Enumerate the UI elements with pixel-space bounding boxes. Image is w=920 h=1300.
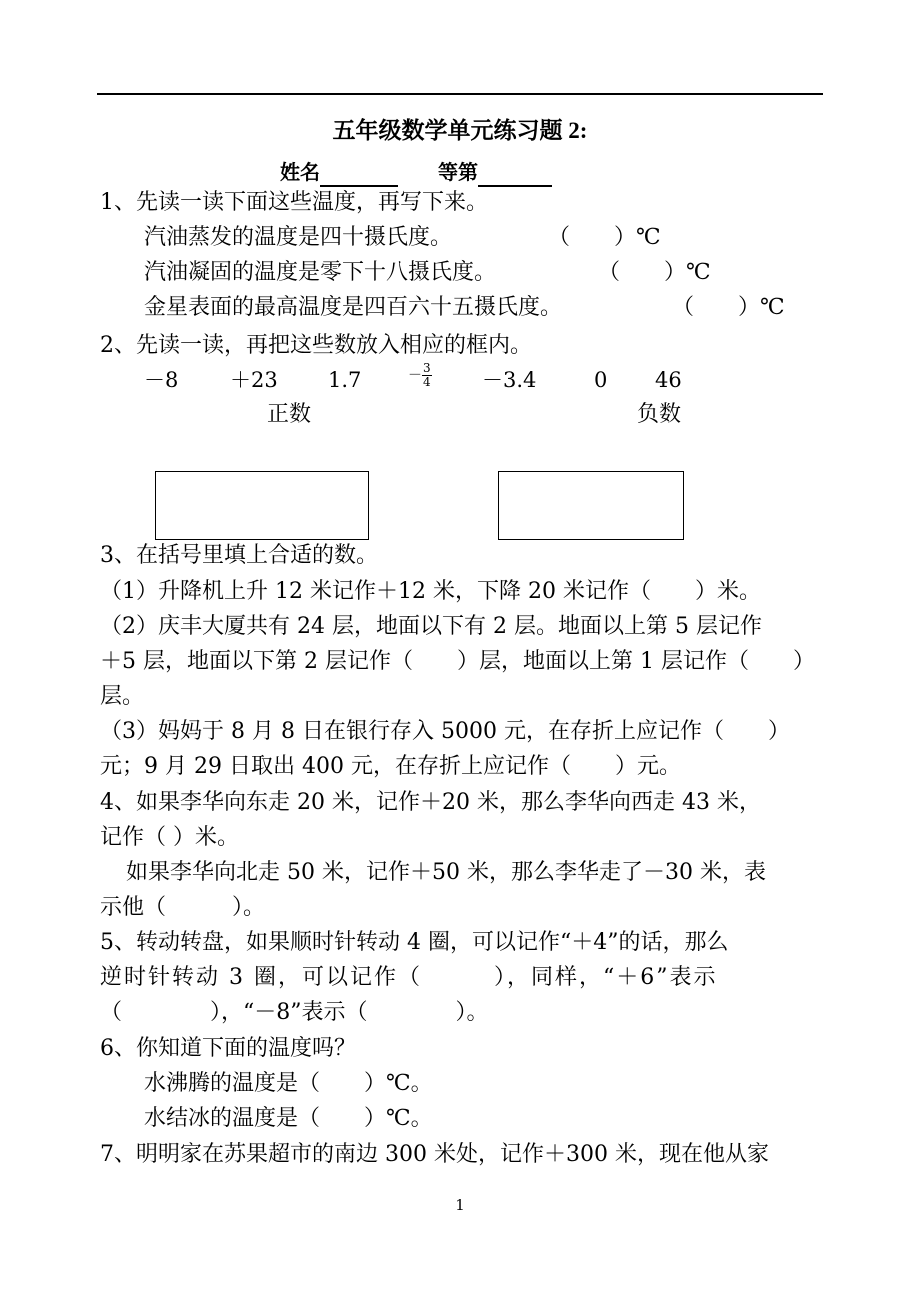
q3-line-2: （2）庆丰大厦共有 24 层，地面以下有 2 层。地面以上第 5 层记作 bbox=[100, 614, 762, 639]
q1-item-1: 汽油蒸发的温度是四十摄氏度。 bbox=[144, 225, 453, 250]
negative-label: 负数 bbox=[637, 402, 682, 427]
q6-prompt: 6、你知道下面的温度吗？ bbox=[100, 1036, 356, 1061]
number-item: －3.4 bbox=[482, 368, 537, 392]
q1-answer-2[interactable]: （ ）℃ bbox=[598, 260, 711, 285]
q6-item-1: 水沸腾的温度是（ ）℃。 bbox=[144, 1071, 433, 1096]
negative-box[interactable] bbox=[498, 471, 684, 540]
q1-item-3: 金星表面的最高温度是四百六十五摄氏度。 bbox=[144, 295, 563, 320]
number-item: 46 bbox=[655, 368, 682, 392]
q5-line-1: 5、转动转盘，如果顺时针转动 4 圈，可以记作“＋4”的话，那么 bbox=[100, 930, 729, 955]
number-item: ＋23 bbox=[230, 368, 278, 392]
q5-line-3: （ ），“－8”表示（ ）。 bbox=[100, 1000, 489, 1025]
q7-line-1: 7、明明家在苏果超市的南边 300 米处，记作＋300 米，现在他从家 bbox=[100, 1142, 769, 1167]
positive-label: 正数 bbox=[267, 402, 312, 427]
q4-line-3: 如果李华向北走 50 米，记作＋50 米，那么李华走了－30 米，表 bbox=[126, 860, 766, 885]
page-title: 五年级数学单元练习题 2: bbox=[332, 118, 588, 143]
positive-box[interactable] bbox=[155, 471, 369, 540]
q1-prompt: 1、先读一读下面这些温度，再写下来。 bbox=[100, 190, 488, 215]
name-label: 姓名 bbox=[280, 162, 320, 184]
q3-prompt: 3、在括号里填上合适的数。 bbox=[100, 543, 378, 568]
q3-line-4: 层。 bbox=[100, 684, 145, 709]
q5-line-2: 逆时针转动 3 圈，可以记作（ ），同样，“＋6”表示 bbox=[100, 965, 718, 990]
q3-line-3: ＋5 层，地面以下第 2 层记作（ ）层，地面以上第 1 层记作（ ） bbox=[100, 649, 815, 674]
fraction-sign: － bbox=[408, 367, 422, 384]
grade-blank[interactable] bbox=[478, 162, 552, 187]
q1-item-2: 汽油凝固的温度是零下十八摄氏度。 bbox=[144, 260, 497, 285]
grade-field bbox=[438, 156, 552, 187]
q3-line-1: （1）升降机上升 12 米记作＋12 米，下降 20 米记作（ ）米。 bbox=[100, 579, 761, 604]
fraction-numerator: 3 bbox=[423, 361, 431, 375]
top-rule bbox=[97, 93, 823, 95]
name-field bbox=[280, 156, 398, 187]
number-item: 0 bbox=[594, 368, 608, 392]
fraction bbox=[422, 362, 432, 389]
name-blank[interactable] bbox=[320, 162, 398, 187]
q3-line-6: 元；9 月 29 日取出 400 元，在存折上应记作（ ）元。 bbox=[100, 754, 681, 779]
q1-answer-3[interactable]: （ ）℃ bbox=[672, 295, 785, 320]
q4-line-1: 4、如果李华向东走 20 米，记作＋20 米，那么李华向西走 43 米， bbox=[100, 790, 761, 815]
page-number: 1 bbox=[455, 1196, 465, 1214]
grade-label: 等第 bbox=[438, 162, 478, 184]
q1-answer-1[interactable]: （ ）℃ bbox=[548, 225, 661, 250]
q4-line-4: 示他（ ）。 bbox=[100, 895, 266, 920]
q6-item-2: 水结冰的温度是（ ）℃。 bbox=[144, 1106, 433, 1131]
fraction-number bbox=[408, 360, 432, 390]
q2-prompt: 2、先读一读，再把这些数放入相应的框内。 bbox=[100, 333, 532, 358]
number-item: 1.7 bbox=[328, 368, 362, 392]
q3-line-5: （3）妈妈于 8 月 8 日在银行存入 5000 元，在存折上应记作（ ） bbox=[100, 719, 790, 744]
fraction-denominator: 4 bbox=[423, 375, 431, 389]
q4-line-2: 记作（ ）米。 bbox=[100, 825, 239, 850]
number-item: －8 bbox=[144, 368, 179, 392]
